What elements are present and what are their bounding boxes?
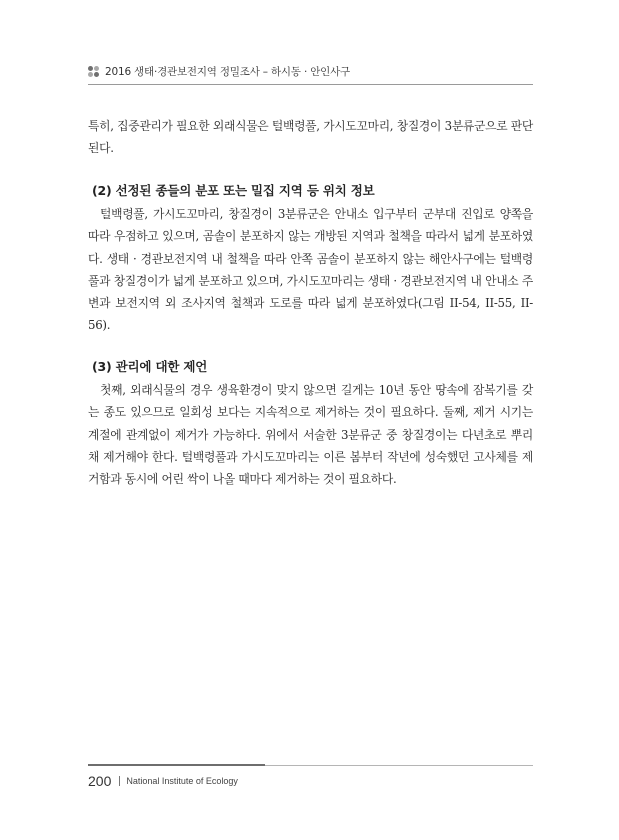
paragraph-intro: 특히, 집중관리가 필요한 외래식물은 털백령풀, 가시도꼬마리, 창질경이 3분류군으로 판단된다.	[88, 119, 533, 156]
paragraph-location: 털백령풀, 가시도꼬마리, 창질경이 3분류군은 안내소 입구부터 군부대 진입로 양쪽을 따라 우점하고 있으며, 곰솔이 분포하지 않는 개방된 지역과 철책을 따라서 넓게 분포하였다. 생태 · 경관보전지역 내 철책을 따라 안쪽 곰솔이 분포하지 않는 해안사구에는 털백령풀과 창질경이가 넓게 분포하고 있으며, 가시도꼬마리는 생태 · 경관보전지역 내 안내소 주변과 보전지역 외 조사지역 철책과 도로를 따라 넓게 분포하였다(그림 II-54, II-55, II-56).	[88, 207, 533, 333]
page-number: 200	[88, 772, 112, 789]
bullet-dots-icon	[88, 66, 100, 78]
page-footer	[88, 772, 238, 790]
section-heading-location: (2) 선정된 종들의 분포 또는 밀집 지역 등 위치 정보	[92, 183, 375, 198]
footer-divider-dark	[88, 764, 265, 766]
running-title: 2016 생태·경관보전지역 정밀조사 – 하시동 · 안인사구	[105, 66, 350, 78]
header-divider	[88, 84, 533, 85]
section-heading-management: (3) 관리에 대한 제언	[92, 359, 208, 374]
organization-name: National Institute of Ecology	[126, 775, 238, 786]
page-header	[88, 64, 533, 80]
footer-divider-light	[265, 765, 533, 766]
footer-separator	[119, 776, 120, 786]
paragraph-management: 첫째, 외래식물의 경우 생육환경이 맞지 않으면 길게는 10년 동안 땅속에 잠복기를 갖는 종도 있으므로 일회성 보다는 지속적으로 제거하는 것이 필요하다. 둘째, 제거 시기는 계절에 관계없이 제거가 가능하다. 위에서 서술한 3분류군 중 창질경이는 다년초로 뿌리 채 제거해야 한다. 털백령풀과 가시도꼬마리는 이른 봄부터 작년에 성숙했던 고사체를 제거함과 동시에 어린 싹이 나올 때마다 제거하는 것이 필요하다.	[88, 383, 533, 487]
